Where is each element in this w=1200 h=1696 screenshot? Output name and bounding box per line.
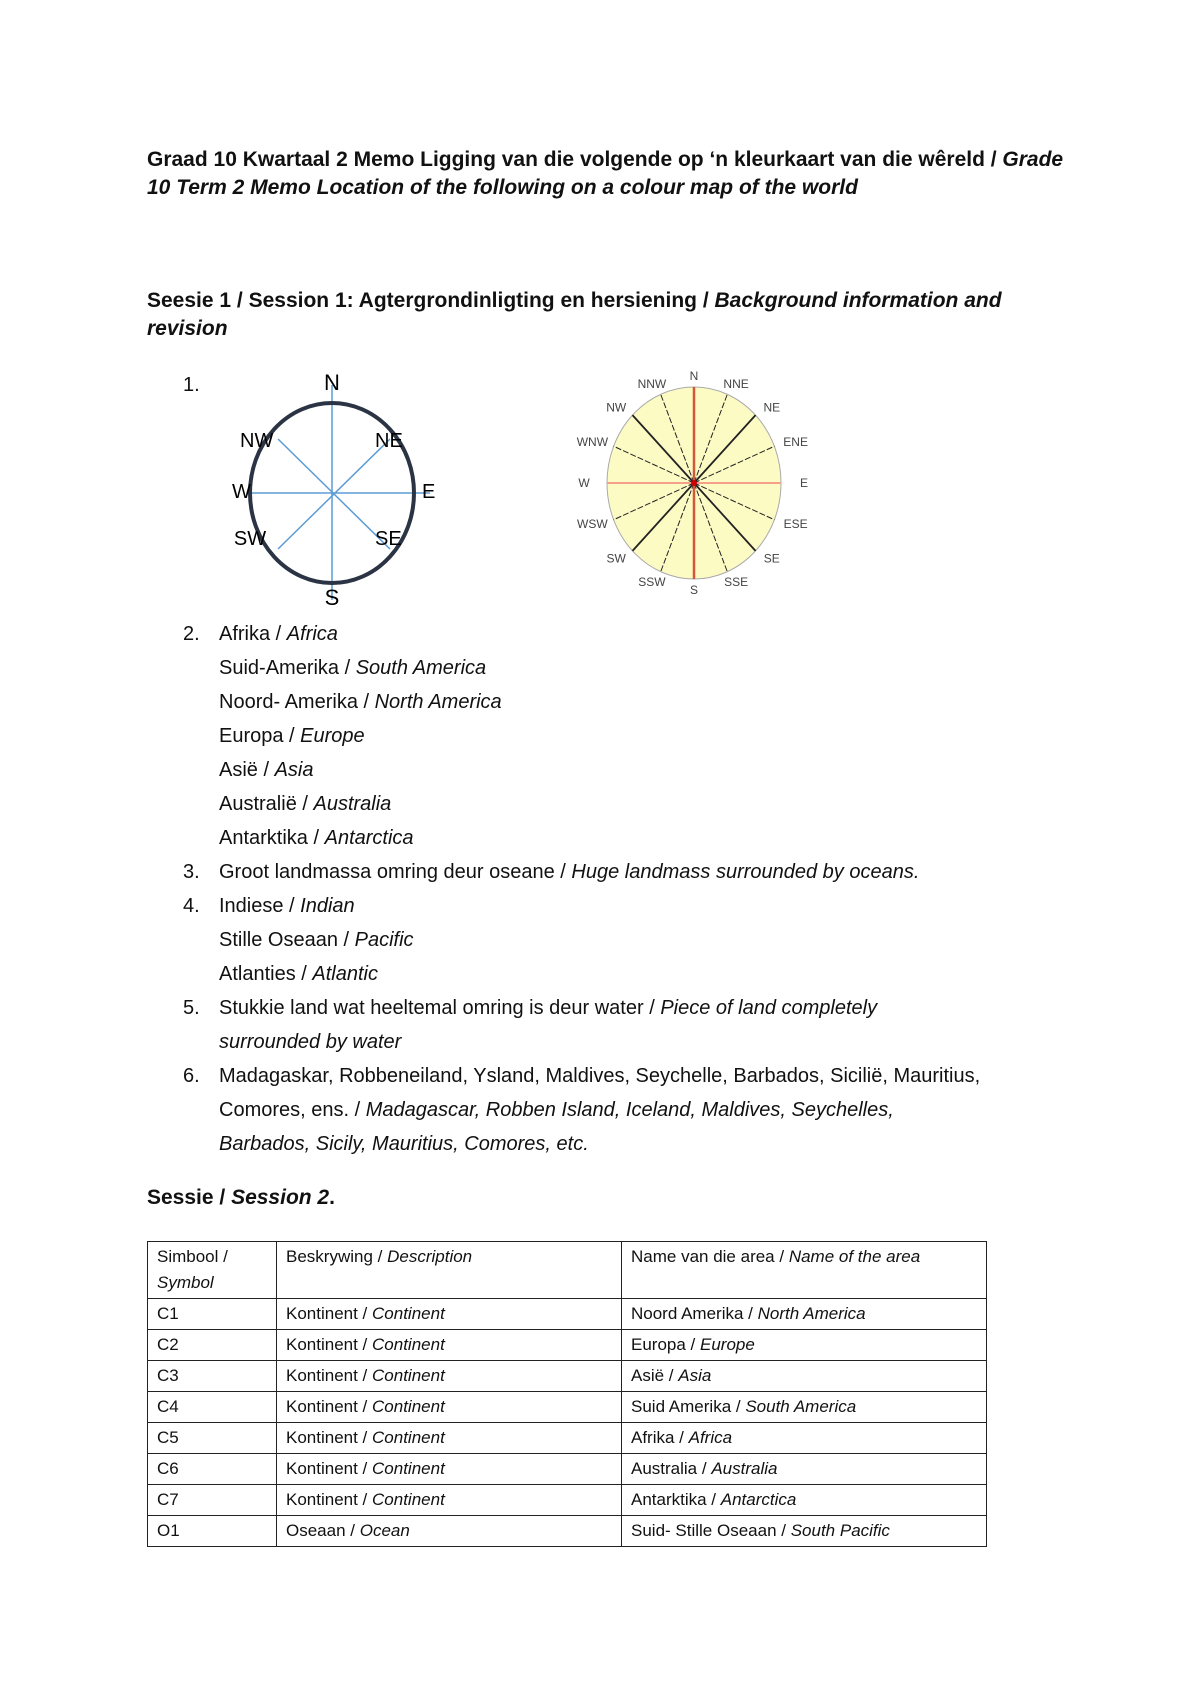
compass-label-wsw: WSW [577,516,608,531]
compass-label-n: N [324,370,340,395]
compass-label-n: N [689,370,699,383]
area-name-cell: Suid Amerika / South America [622,1392,987,1423]
english-text: Atlantic [312,963,378,985]
list-line [219,617,1079,651]
compass-label-ne: NE [763,400,781,415]
compass-label-w: W [232,481,251,503]
item-number: 4. [183,895,200,917]
compass-label-ne: NE [375,430,403,452]
list-line [219,1127,1079,1161]
english-text: Antarctica [324,827,414,849]
area-name-cell: Australia / Australia [622,1454,987,1485]
compass-label-sw: SW [233,528,267,550]
item-number: 6. [183,1065,200,1087]
description-cell: Kontinent / Continent [277,1485,622,1516]
area-name-cell: Noord Amerika / North America [622,1299,987,1330]
area-name-cell: Afrika / Africa [622,1423,987,1454]
session-2-afrikaans: Sessie / [147,1186,232,1209]
afrikaans-text: Indiese / [219,895,301,917]
table-row [148,1361,987,1392]
symbol-cell: C2 [148,1330,277,1361]
afrikaans-text: Stille Oseaan / [219,929,355,951]
symbol-cell: O1 [148,1516,277,1547]
description-cell: Oseaan / Ocean [277,1516,622,1547]
symbols-table [147,1241,987,1547]
compass-label-nnw: NNW [637,377,667,392]
compass-label-nw: NW [240,430,274,452]
list-line [219,1059,1079,1093]
header-cell: Simbool / Symbol [148,1242,277,1299]
compass-label-wnw: WNW [576,435,609,450]
table-row [148,1485,987,1516]
title-english: Grade 10 Term 2 Memo Location of the following on a colour map of the world [147,148,1064,199]
description-cell: Kontinent / Continent [277,1330,622,1361]
compass-label-s: S [324,585,340,610]
session-2-heading [147,1184,1067,1212]
table-row [148,1392,987,1423]
list-line [219,719,1079,753]
english-text: Piece of land completely [660,997,878,1019]
english-text: Asia [274,759,314,781]
compass-label-nw: NW [606,400,627,415]
session-2-dot: . [329,1186,335,1209]
afrikaans-text: Noord- Amerika / [219,691,375,713]
list-line [219,1093,1079,1127]
afrikaans-text: Stukkie land wat heeltemal omring is deur water / [219,997,661,1019]
list-line [219,991,1079,1025]
title-afrikaans: Graad 10 Kwartaal 2 Memo Ligging van die volgende op ‘n kleurkaart van die wêreld / [147,148,1003,171]
symbol-cell: C5 [148,1423,277,1454]
afrikaans-text: Europa / [219,725,301,747]
session-1-afrikaans: Seesie 1 / Session 1: Agtergrondinligting en hersiening / [147,289,715,312]
table-row [148,1299,987,1330]
area-name-cell: Suid- Stille Oseaan / South Pacific [622,1516,987,1547]
list-line [219,855,1079,889]
afrikaans-text: Antarktika / [219,827,325,849]
afrikaans-text: Australië / [219,793,314,815]
compass-label-sw: SW [606,551,626,566]
symbol-cell: C4 [148,1392,277,1423]
afrikaans-text: Suid-Amerika / [219,657,356,679]
session-1-english: Background information and revision [147,289,1002,340]
afrikaans-text: Afrika / [219,623,287,645]
afrikaans-text: Atlanties / [219,963,313,985]
header-cell: Name van die area / Name of the area [622,1242,987,1299]
symbol-cell: C3 [148,1361,277,1392]
session-1-heading [147,287,1067,343]
english-text: Africa [286,623,338,645]
item-number: 1. [183,374,200,396]
list-line [219,889,1079,923]
compass-label-se: SE [375,528,402,550]
list-line [219,821,1079,855]
table-row [148,1423,987,1454]
english-text: Pacific [354,929,414,951]
compass-label-w: W [578,476,590,490]
symbol-cell: C7 [148,1485,277,1516]
list-line [219,923,1079,957]
area-name-cell: Europa / Europe [622,1330,987,1361]
compass-label-s: S [689,583,699,597]
english-text: South America [355,657,487,679]
compass-label-sse: SSE [724,574,749,589]
item-number: 5. [183,997,200,1019]
description-cell: Kontinent / Continent [277,1423,622,1454]
afrikaans-text: Comores, ens. / [219,1099,366,1121]
list-line [219,1025,1079,1059]
item-number: 2. [183,623,200,645]
area-name-cell: Asië / Asia [622,1361,987,1392]
table-header-row [148,1242,987,1299]
session-2-english: Session 2 [231,1186,330,1209]
compass-label-nne: NNE [723,377,749,392]
compass-label-e: E [799,476,809,490]
description-cell: Kontinent / Continent [277,1361,622,1392]
description-cell: Kontinent / Continent [277,1299,622,1330]
symbol-cell: C1 [148,1299,277,1330]
compass-8-point-diagram [200,365,470,615]
english-text: surrounded by water [219,1031,402,1053]
english-text: Huge landmass surrounded by oceans. [571,861,920,883]
english-text: Europe [300,725,365,747]
compass-16-point-diagram [560,370,830,600]
table-row [148,1330,987,1361]
compass-label-e: E [422,481,436,503]
afrikaans-text: Groot landmassa omring deur oseane / [219,861,572,883]
afrikaans-text: Madagaskar, Robbeneiland, Ysland, Maldives, Seychelle, Barbados, Sicilië, Mauritius, [219,1065,981,1087]
afrikaans-text: Asië / [219,759,275,781]
table-row [148,1454,987,1485]
compass-label-ese: ESE [783,516,808,531]
header-cell: Beskrywing / Description [277,1242,622,1299]
compass-label-ssw: SSW [638,574,666,589]
area-name-cell: Antarktika / Antarctica [622,1485,987,1516]
list-line [219,753,1079,787]
symbol-cell: C6 [148,1454,277,1485]
list-line [219,787,1079,821]
english-text: North America [374,691,502,713]
english-text: Indian [300,895,355,917]
document-title [147,146,1067,202]
list-line [219,957,1079,991]
item-number: 3. [183,861,200,883]
description-cell: Kontinent / Continent [277,1392,622,1423]
table-row [148,1516,987,1547]
english-text: Madagascar, Robben Island, Iceland, Maldives, Seychelles, [365,1099,894,1121]
english-text: Australia [313,793,392,815]
english-text: Barbados, Sicily, Mauritius, Comores, etc. [219,1133,589,1155]
compass-label-ene: ENE [783,435,808,450]
description-cell: Kontinent / Continent [277,1454,622,1485]
list-line [219,685,1079,719]
compass-label-se: SE [763,551,780,566]
list-line [219,651,1079,685]
